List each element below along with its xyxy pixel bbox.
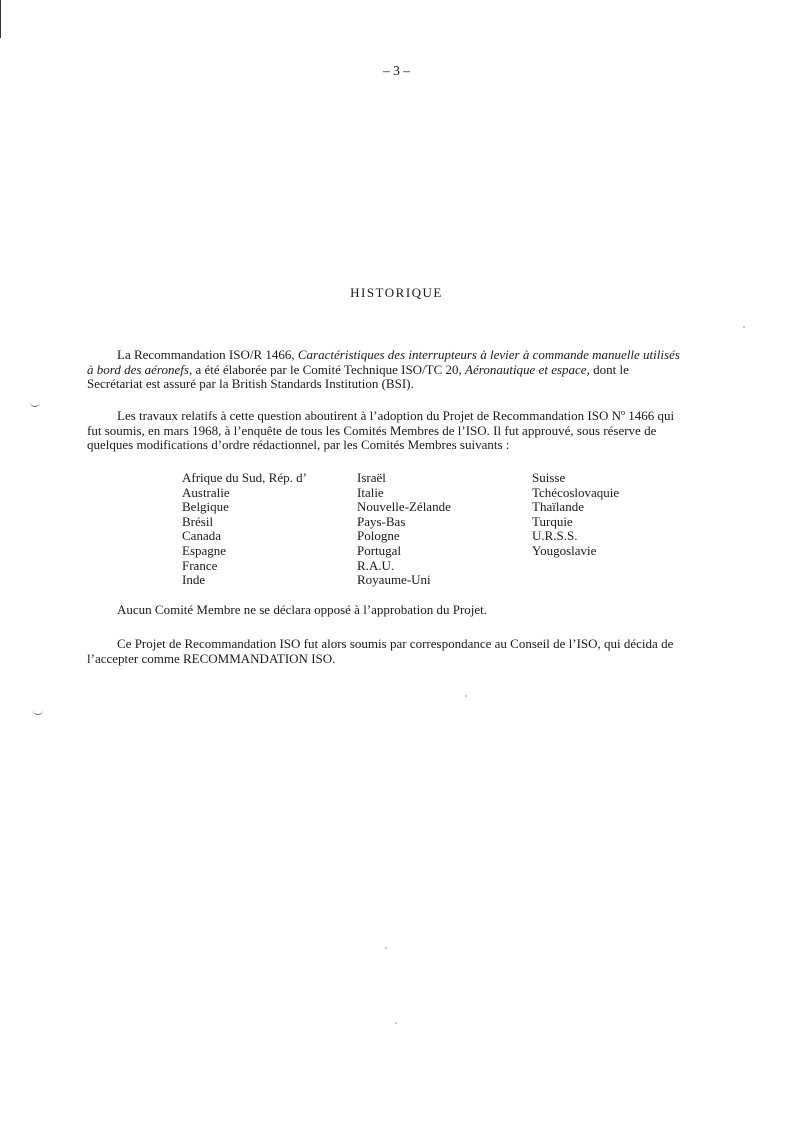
countries-column-2 [357,471,451,588]
country-item: Portugal [357,542,402,558]
document-title: Caractéristiques des interrupteurs à levier à commande manuelle utilisés à bord des aéronefs [87,347,680,377]
country-item: Espagne [182,542,227,558]
country-item: Royaume-Uni [357,572,431,588]
scan-speck [385,947,387,949]
country-item: France [182,557,218,573]
countries-column-1 [182,471,307,588]
paragraph-approval [87,409,687,453]
country-item: Tchécoslovaquie [532,484,620,500]
country-item: Suisse [532,470,566,485]
paragraph-no-opposition-text: Aucun Comité Membre ne se déclara opposé à l’approbation du Projet. [117,602,488,617]
country-item: Thaïlande [532,499,584,515]
scan-speck [743,326,745,328]
country-item: Italie [357,484,384,500]
page-number: – 3 – [383,63,410,78]
country-item: U.R.S.S. [532,528,578,544]
scan-margin-mark [30,400,40,407]
scan-speck [465,695,467,697]
country-item: Nouvelle-Zélande [357,499,451,515]
country-item: Yougoslavie [532,542,597,558]
paragraph-history-middle: , a été élaborée par le Comité Technique ISO/TC 20, [188,361,466,377]
paragraph-approval-text: Les travaux relatifs à cette question aboutirent à l’adoption du Projet de Recommandation ISO Nº 1466 qui fut soumis, en mars 1968, à l’enquête de tous les Comités Membres de l’ISO. Il fut approuvé, sous réserve de quelques modifications d’ordre rédactionnel, par les Comités Membres suivants : [87,408,675,453]
countries-column-3 [532,471,619,559]
country-item: R.A.U. [357,557,395,573]
paragraph-acceptance [87,637,687,666]
scan-speck [395,1022,397,1024]
country-item: Pays-Bas [357,513,406,529]
paragraph-acceptance-text: Ce Projet de Recommandation ISO fut alors soumis par correspondance au Conseil de l’ISO, qui décida de l’accepter comme RECOMMANDATION ISO. [87,636,674,666]
section-heading: HISTORIQUE [350,285,443,300]
country-item: Israël [357,470,386,485]
country-item: Brésil [182,513,214,529]
country-item: Pologne [357,528,400,544]
committee-name: Aéronautique et espace [465,361,587,377]
country-item: Canada [182,528,221,544]
country-item: Inde [182,572,206,588]
country-item: Turquie [532,513,573,529]
paragraph-no-opposition [87,603,687,618]
country-item: Afrique du Sud, Rép. d’ [182,470,307,485]
paragraph-history-suffix: , dont le Secrétariat est assuré par la British Standards Institution (BSI). [87,361,629,392]
scan-margin-mark [33,708,43,715]
paragraph-history [87,348,687,392]
country-item: Belgique [182,499,229,515]
paragraph-history-prefix: La Recommandation ISO/R 1466, [117,347,298,362]
country-item: Australie [182,484,230,500]
scan-edge-mark [0,0,1,38]
